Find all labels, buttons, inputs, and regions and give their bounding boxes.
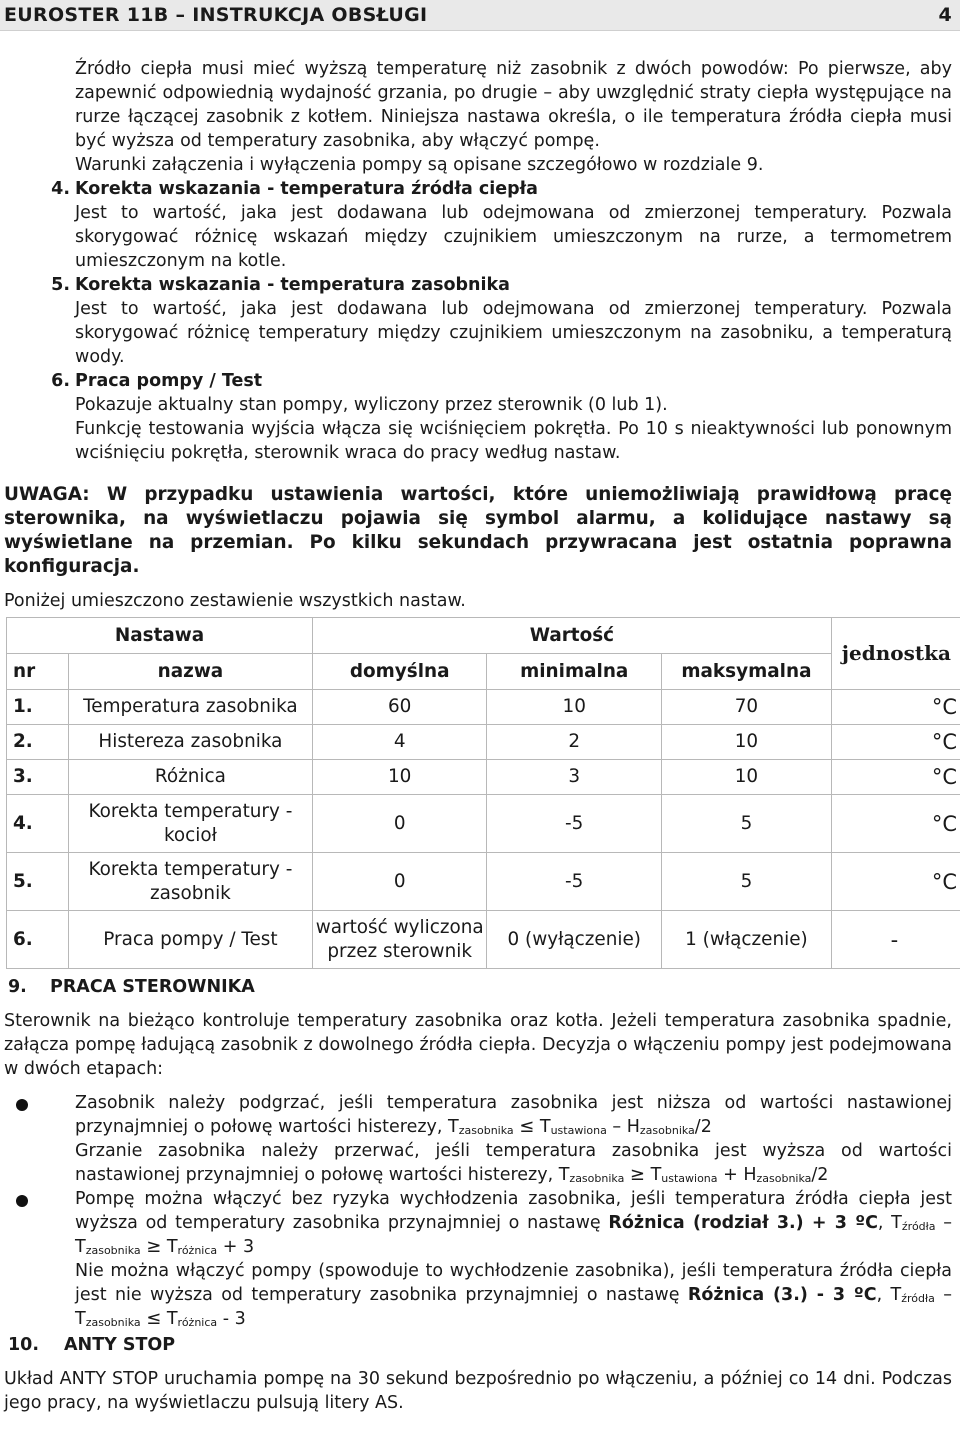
row-domyslna: 4 [313,725,487,760]
summary-intro: Poniżej umieszczono zestawienie wszystkich nastaw. [4,591,466,611]
row-unit: °C [831,795,960,853]
row-unit: °C [831,690,960,725]
row-domyslna: 0 [313,853,487,911]
subscript: zasobnika [458,1124,514,1137]
chapter-title: PRACA STEROWNIKA [50,977,255,997]
subscript: zasobnika [85,1244,141,1257]
row-nr: 5. [7,853,69,911]
row-domyslna: 10 [313,760,487,795]
chapter-number: 10. [8,1335,40,1355]
page-content [0,57,960,1415]
chapter-9-heading [4,975,956,999]
row-nr: 1. [7,690,69,725]
table-group-header [7,618,960,654]
intro-paragraph: Źródło ciepła musi mieć wyższą temperaturę niż zasobnik z dwóch powodów: Po pierwsze, aby zapewnić odpowiednią wydajność grzania, po drugie – aby uwzględnić straty ciepła występujące na rurze łączącej zasobnik z kotłem. Niniejsza nastawa określa, o ile temperatura źródła ciepła musi być wyższa od temperatury zasobnika, aby włączyć pompę. [75,59,952,151]
col-nr: nr [7,654,69,690]
bullet-text: Zasobnik należy podgrzać, jeśli temperatura zasobnika jest niższa od wartości nastawionej przynajmniej o połowę wartości histerezy, $T_{zasobnika} \le T_{ustawiona} - H_{zasobnika}/2$ Grzanie zasobnika należy przerwać, jeśli temperatura zasobnika jest wyższa od wartości nastawionej przynajmniej o połowę wartości histerezy, $T_{zasobnika} \ge T_{ustawiona} + H_{zasobnika}/2$ [75,1093,952,1185]
subscript: zasobnika [756,1172,812,1185]
row-max: 5 [662,795,832,853]
subscript: źródła [901,1220,936,1233]
section-title: Korekta wskazania - temperatura źródła ciepła [75,179,538,199]
row-min: 0 (wyłączenie) [487,911,662,969]
col-maksymalna: maksymalna [662,654,832,690]
row-unit: °C [831,853,960,911]
table-column-header [7,654,960,690]
section-body: Jest to wartość, jaka jest dodawana lub odejmowana od zmierzonej temperatury. Pozwala skorygować różnicę wskazań między czujnikiem umieszczonym na rurze, a termometrem umieszczonym na kotle. [75,203,952,271]
row-max: 5 [662,853,832,911]
table-row [7,911,960,969]
chapter-10-heading [4,1333,956,1357]
less-equal-icon: ≤ [519,1116,535,1137]
bold-setting: Różnica (rodział 3.) + 3 ºC [608,1213,878,1233]
row-nazwa: Różnica [68,760,312,795]
list-item [4,1091,956,1187]
warning-note: UWAGA: W przypadku ustawienia wartości, które uniemożliwiają prawidłową pracę sterownika, na wyświetlaczu pojawia się symbol alarmu, a kolidujące nastawy są wyświetlane na przemian. Po kilku sekundach przywracana jest ostatnia poprawna konfiguracja. [4,484,952,577]
section-number: 4. [51,179,70,199]
row-nr: 2. [7,725,69,760]
row-min: 2 [487,725,662,760]
subscript: ustawiona [661,1172,718,1185]
bullet-text-line: Zasobnik należy podgrzać, jeśli temperatura zasobnika jest niższa od wartości nastawionej przynajmniej o połowę wartości histerezy, [75,1093,952,1137]
row-nr: 4. [7,795,69,853]
intro-reference: Warunki załączenia i wyłączenia pompy są opisane szczegółowo w rozdziale 9. [75,155,764,175]
subscript: zasobnika [639,1124,695,1137]
table-row [7,760,960,795]
section-4 [4,177,956,273]
row-min: 3 [487,760,662,795]
row-domyslna: wartość wyliczona przez sterownik [313,911,487,969]
row-nr: 3. [7,760,69,795]
row-domyslna: 0 [313,795,487,853]
page-header [0,0,960,31]
section-number: 5. [51,275,70,295]
row-max: 10 [662,725,832,760]
bullet-marker [4,1187,75,1331]
section-number: 6. [51,371,70,391]
row-nr: 6. [7,911,69,969]
chapter-9-intro: Sterownik na bieżąco kontroluje temperatury zasobnika oraz kotła. Jeżeli temperatura zasobnika spadnie, załącza pompę ładującą zasobnik z dowolnego źródła ciepła. Decyzja o włączeniu pompy jest podejmowana w dwóch etapach: [4,1011,952,1079]
section-5 [4,273,956,369]
row-nazwa: Praca pompy / Test [68,911,312,969]
row-max: 70 [662,690,832,725]
less-equal-icon: ≤ [146,1308,162,1329]
list-item [4,1187,956,1331]
section-6 [4,369,956,465]
row-unit: - [831,911,960,969]
subscript: zasobnika [569,1172,625,1185]
section-body: Jest to wartość, jaka jest dodawana lub odejmowana od zmierzonej temperatury. Pozwala skorygować różnicę temperatury między czujnikiem umieszczonym na zasobniku, a temperaturą wody. [75,299,952,367]
row-unit: °C [831,760,960,795]
subscript: różnica [177,1316,218,1329]
section-title: Korekta wskazania - temperatura zasobnika [75,275,510,295]
bullet-icon [16,1195,28,1207]
row-nazwa: Korekta temperatury - zasobnik [68,853,312,911]
group-header-wartosc: Wartość [313,618,832,654]
row-nazwa: Korekta temperatury - kocioł [68,795,312,853]
subscript: zasobnika [85,1316,141,1329]
bold-setting: Różnica (3.) - 3 ºC [687,1285,877,1305]
greater-equal-icon: ≥ [629,1164,645,1185]
table-row [7,853,960,911]
table-row [7,725,960,760]
bullet-text-line: Pompę można włączyć bez ryzyka wychłodzenia zasobnika, jeśli temperatura źródła ciepła jest wyższa od temperatury zasobnika przynajmniej o nastawę [75,1189,952,1233]
row-domyslna: 60 [313,690,487,725]
row-min: -5 [487,853,662,911]
row-max: 1 (włączenie) [662,911,832,969]
chapter-10-text: Układ ANTY STOP uruchamia pompę na 30 sekund bezpośrednio po włączeniu, a później co 14 dni. Podczas jego pracy, na wyświetlaczu pulsują litery AS. [4,1369,952,1413]
bullet-icon [16,1099,28,1111]
row-min: 10 [487,690,662,725]
row-nazwa: Temperatura zasobnika [68,690,312,725]
section-title: Praca pompy / Test [75,371,263,391]
row-min: -5 [487,795,662,853]
chapter-title: ANTY STOP [64,1335,176,1355]
greater-equal-icon: ≥ [146,1236,162,1257]
table-row [7,795,960,853]
group-header-nastawa: Nastawa [7,618,313,654]
unit-header: jednostka [841,640,951,665]
chapter-number: 9. [8,977,27,997]
table-row [7,690,960,725]
col-domyslna: domyślna [313,654,487,690]
subscript: ustawiona [550,1124,607,1137]
bullet-marker [4,1091,75,1187]
subscript: różnica [177,1244,218,1257]
bullet-text-line: Nie można włączyć pompy (spowoduje to wychłodzenie zasobnika), jeśli temperatura źródła ciepła jest nie wyższa od temperatury zasobnika przynajmniej o nastawę [75,1261,952,1305]
row-nazwa: Histereza zasobnika [68,725,312,760]
row-max: 10 [662,760,832,795]
row-unit: °C [831,725,960,760]
col-nazwa: nazwa [68,654,312,690]
bullet-text-line: Grzanie zasobnika należy przerwać, jeśli temperatura zasobnika jest wyższa od wartości nastawionej przynajmniej o połowę wartości histerezy, [75,1141,952,1185]
document-title: EUROSTER 11B – INSTRUKCJA OBSŁUGI [4,4,428,26]
section-body: Pokazuje aktualny stan pompy, wyliczony przez sterownik (0 lub 1). [75,395,668,415]
page-number: 4 [938,4,952,26]
col-minimalna: minimalna [487,654,662,690]
subscript: źródła [901,1292,935,1305]
settings-table [6,617,960,969]
bullet-text: Pompę można włączyć bez ryzyka wychłodzenia zasobnika, jeśli temperatura źródła ciepła jest wyższa od temperatury zasobnika przynajmniej o nastawę Różnica (rodział 3.) + 3 ºC, $T_{źródła} - T_{zasobnika} \ge T_{różnica} + 3$ Nie można włączyć pompy (spowoduje to wychłodzenie zasobnika), jeśli temperatura źródła ciepła jest nie wyższa od temperatury zasobnika przynajmniej o nastawę Różnica (3.) - 3 ºC, $T_{źródła} - T_{zasobnika} \le T_{różnica} - 3$ [75,1189,952,1329]
section-body-2: Funkcję testowania wyjścia włącza się wciśnięciem pokrętła. Po 10 s nieaktywności lub ponownym wciśnięciu pokrętła, sterownik wraca do pracy według nastaw. [75,419,952,463]
unit-header-cell [831,618,960,690]
